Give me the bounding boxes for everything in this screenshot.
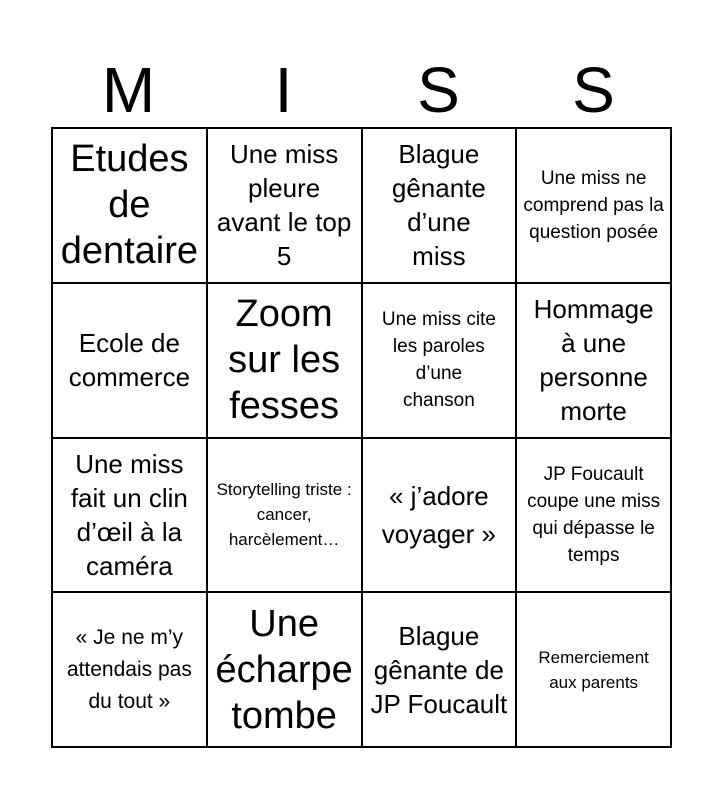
bingo-cell-text: Zoom sur les fesses	[228, 293, 341, 428]
bingo-cell-text: Storytelling triste : cancer, harcèlement…	[216, 480, 352, 550]
bingo-cell-text: Une écharpe tombe	[215, 602, 353, 737]
bingo-cell-text: Une miss pleure avant le top 5	[216, 139, 352, 272]
header-letter-m: M	[101, 54, 156, 126]
header-letter-i: I	[274, 54, 293, 126]
bingo-cell-text: Ecole de commerce	[68, 328, 191, 393]
bingo-cell-text: Une miss ne comprend pas la question posée	[523, 167, 664, 243]
bingo-header	[51, 52, 671, 128]
header-letter-s: S	[417, 54, 460, 126]
bingo-cell[interactable]	[53, 129, 208, 284]
bingo-cell[interactable]	[363, 439, 518, 594]
bingo-cell[interactable]	[208, 439, 363, 594]
header-letter-s-2: S	[572, 54, 615, 126]
bingo-cell-text: Une miss fait un clin d’œil à la caméra	[70, 448, 188, 581]
bingo-cell-text: JP Foucault coupe une miss qui dépasse le temps	[527, 463, 661, 566]
bingo-cell-text: Hommage à une personne morte	[533, 294, 654, 427]
bingo-cell-text: Blague gênante d’une miss	[391, 139, 486, 272]
bingo-cell[interactable]	[517, 593, 672, 748]
bingo-cell-text: Remerciement aux parents	[538, 647, 649, 692]
bingo-cell[interactable]	[363, 284, 518, 439]
bingo-cell-text: Etudes de dentaire	[60, 138, 199, 273]
bingo-cell[interactable]	[363, 593, 518, 748]
bingo-cell-text: Blague gênante de JP Foucault	[370, 620, 508, 719]
bingo-cell[interactable]	[517, 439, 672, 594]
bingo-cell[interactable]	[208, 593, 363, 748]
bingo-cell[interactable]	[517, 129, 672, 284]
bingo-grid	[51, 127, 672, 748]
bingo-cell-text: « j’adore voyager »	[381, 480, 496, 549]
bingo-cell[interactable]	[53, 284, 208, 439]
bingo-cell[interactable]	[53, 593, 208, 748]
bingo-cell-text: Une miss cite les paroles d’une chanson	[381, 309, 496, 412]
bingo-cell[interactable]	[517, 284, 672, 439]
bingo-cell-text: « Je ne m’y attendais pas du tout »	[66, 625, 192, 713]
bingo-cell[interactable]	[53, 439, 208, 594]
bingo-cell[interactable]	[208, 129, 363, 284]
bingo-cell[interactable]	[363, 129, 518, 284]
bingo-cell[interactable]	[208, 284, 363, 439]
